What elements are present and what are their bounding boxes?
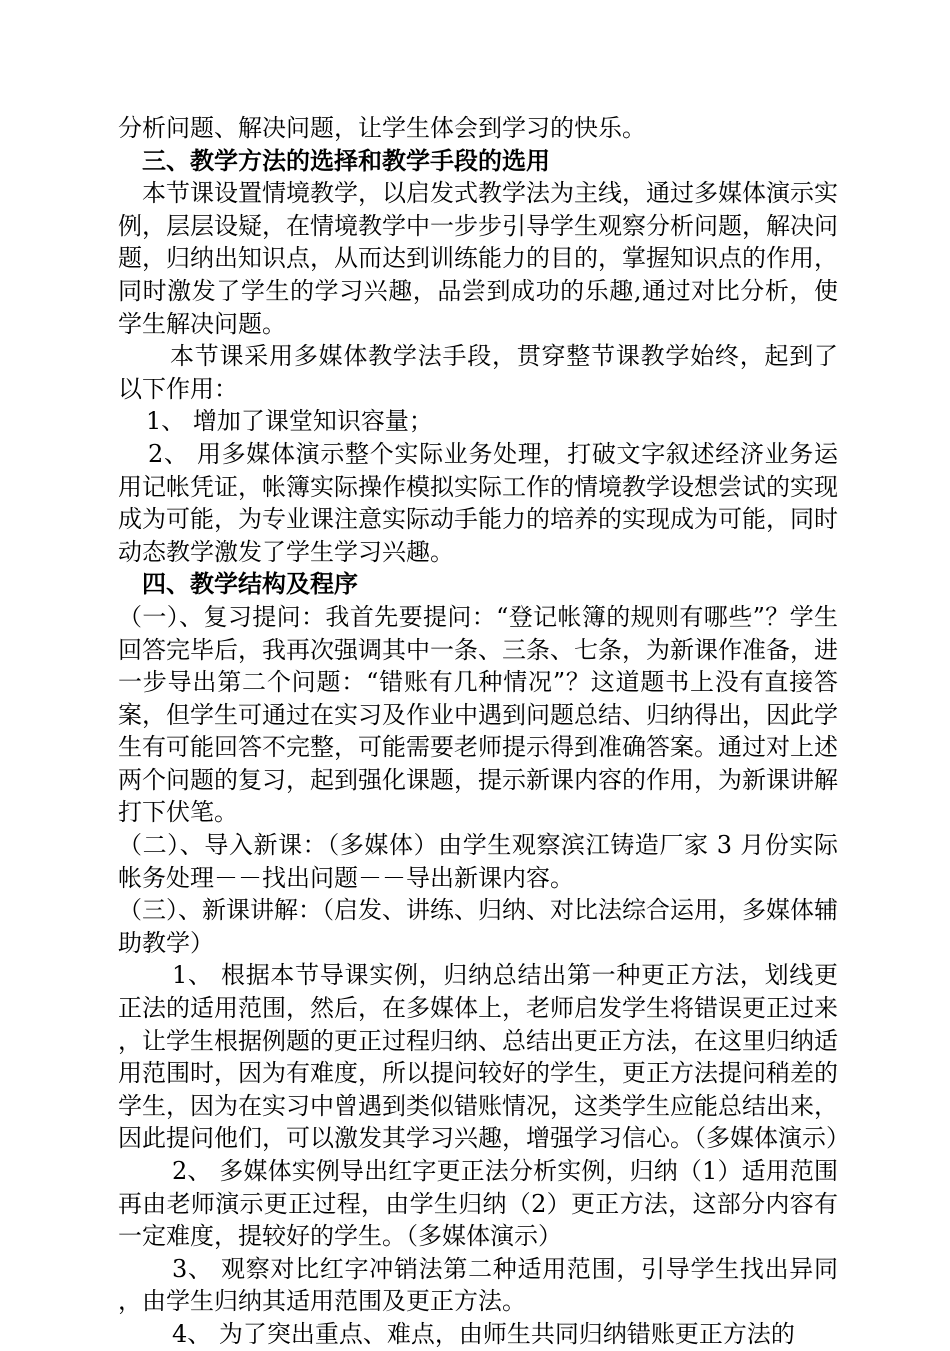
paragraph-review-questions: （一）、复习提问：我首先要提问：“登记帐簿的规则有哪些”？学生回答完毕后，我再次强调其中一条、三条、七条，为新课作准备，进一步导出第二个问题：“错账有几种情况”？这道题书上没有直接答案，但学生可通过在实习及作业中遇到问题总结、归纳得出，因此学生有可能回答不完整，可能需要老师提示得到准确答案。通过对上述两个问题的复习，起到强化课题，提示新课内容的作用，为新课讲解打下伏笔。 (118, 602, 838, 827)
list-item-2: 2、 用多媒体演示整个实际业务处理，打破文字叙述经济业务运用记帐凭证，帐簿实际操作模拟实际工作的情境教学设想尝试的实现成为可能，为专业课注意实际动手能力的培养的实现成为可能，同时动态教学激发了学生学习兴趣。 (118, 439, 838, 566)
heading-section-4: 四、教学结构及程序 (142, 569, 358, 599)
heading-section-3: 三、教学方法的选择和教学手段的选用 (142, 145, 550, 175)
list-item-1: 1、 增加了课堂知识容量； (146, 407, 433, 436)
lesson-step-1: 1、 根据本节导课实例，归纳总结出第一种更正方法，划线更正法的适用范围，然后，在多媒体上，老师启发学生将错误更正过来，让学生根据例题的更正过程归纳、总结出更正方法，在这里归纳适用范围时，因为有难度，所以提问较好的学生，更正方法提问稍差的学生，因为在实习中曾遇到类似错账情况，这类学生应能总结出来，因此提问他们，可以激发其学习兴趣，增强学习信心。（多媒体演示） (118, 961, 850, 1153)
lesson-step-3: 3、 观察对比红字冲销法第二种适用范围，引导学生找出异同，由学生归纳其适用范围及更正方法。 (118, 1254, 838, 1316)
paragraph-multimedia-means: 本节课采用多媒体教学法手段，贯穿整节课教学始终，起到了以下作用： (118, 342, 838, 403)
paragraph-introduce-lesson: （二）、导入新课：（多媒体）由学生观察滨江铸造厂家 3 月份实际帐务处理－－找出问题－－导出新课内容。 (118, 831, 838, 892)
paragraph-teaching-method: 本节课设置情境教学，以启发式教学法为主线，通过多媒体演示实例，层层设疑，在情境教学中一步步引导学生观察分析问题，解决问题，归纳出知识点，从而达到训练能力的目的，掌握知识点的作用，同时激发了学生的学习兴趣，品尝到成功的乐趣,通过对比分析，使学生解决问题。 (118, 179, 838, 338)
lesson-step-2: 2、 多媒体实例导出红字更正法分析实例，归纳（1）适用范围 再由老师演示更正过程，由学生归纳（2）更正方法，这部分内容有一定难度，提较好的学生。（多媒体演示） (118, 1157, 838, 1251)
paragraph-new-lesson: （三）、新课讲解：（启发、讲练、归纳、对比法综合运用，多媒体辅助教学） (118, 896, 838, 957)
paragraph-intro-end: 分析问题、解决问题，让学生体会到学习的快乐。 (118, 114, 646, 142)
lesson-step-4: 4、 为了突出重点、难点，由师生共同归纳错账更正方法的 (172, 1319, 795, 1348)
document-page (118, 112, 850, 1351)
